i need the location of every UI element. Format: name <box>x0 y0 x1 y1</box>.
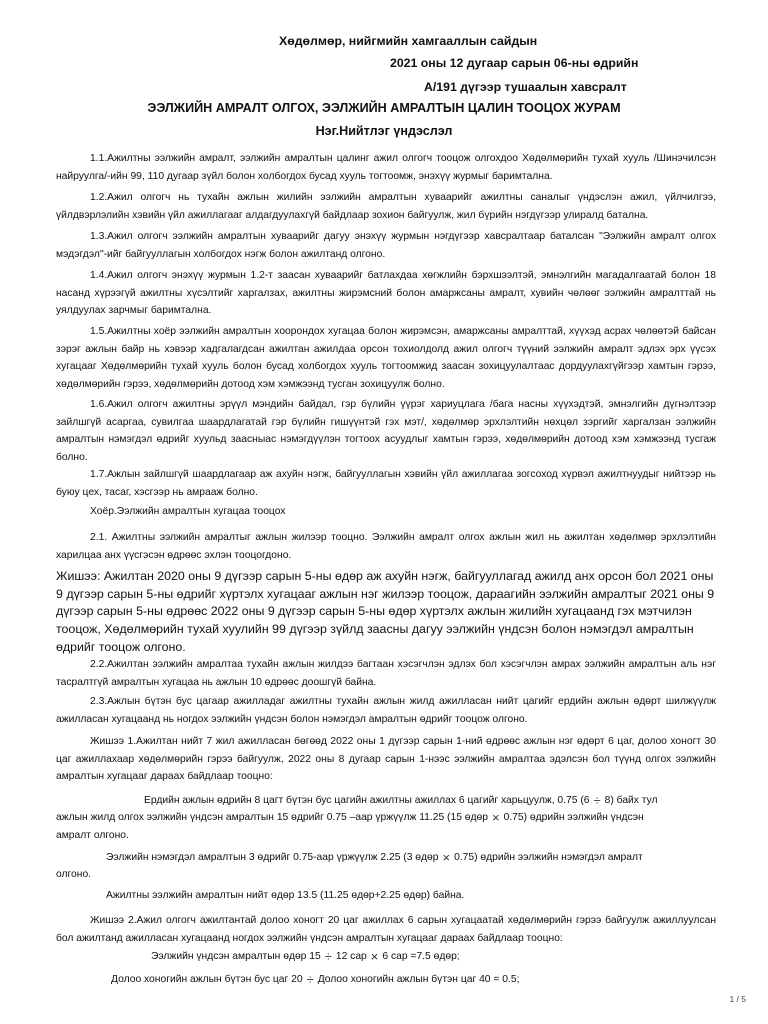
paragraph-2-2: 2.2.Ажилтан ээлжийн амралтаа тухайн ажлын жилдээ багтаан хэсэгчлэн эдлэх бол хэсэгчлэн амрах ээлжийн амралтын аль нэг тасралтгүй амралтын хугацаа нь ажлын 10 өдрөөс доошгүй байна. <box>56 659 716 688</box>
multiply-icon: × <box>442 850 451 865</box>
example-1-calc-line-2 <box>56 812 644 823</box>
paragraph-2-3: 2.3.Ажлын бүтэн бус цагаар ажилладаг ажилтны тухайн ажлын жилд ажилласан нийт цагийг ердийн ажлын өдөрт шилжүүлж ажилласан хугацаанд нь ногдох ээлжийн үндсэн болон нэмэгдэл амралтын өдрийг тооцож олгоно. <box>56 696 716 725</box>
example-2-formula-1-text-b: 12 сар <box>335 951 367 962</box>
example-1-addition-line-1 <box>106 852 643 863</box>
multiply-icon: × <box>492 810 500 825</box>
example-2-formula-2 <box>111 974 519 985</box>
paragraph-1-5: 1.5.Ажилтны хоёр ээлжийн амралтын хоорондох хугацаа болон жирэмсэн, амаржсаны амралттай, хүүхэд асрах чөлөөтэй байсан зэрэг ажлын байр нь хэвээр хадгалагдсан ажилтан ажилдаа орсон тохиолдолд ажил олгогч түүний ээлжийн амралт эдлэх эрх үүсэх хугацааг Хөдөлмөрийн тухай хууль болон бусад холбогдох хууль тогтоомжид заасан зохицуулалтаас дордуулахгүйгээр хамтын гэрээ, хөдөлмөрийн гэрээ, хөдөлмөрийн дотоод хэм хэмжээнд тусган зохицуулж болно. <box>56 326 716 390</box>
example-2-formula-1-text-c: 6 сар =7.5 өдөр; <box>382 951 460 962</box>
divide-icon: ÷ <box>593 793 601 808</box>
example-2-formula-2-text-a: Долоо хоногийн ажлын бүтэн бус цаг 20 <box>111 974 303 985</box>
paragraph-2-1: 2.1. Ажилтны ээлжийн амралтыг ажлын жилээр тооцно. Ээлжийн амралт олгох ажлын жил нь ажилтан хөдөлмөр эрхлэлтийн харилцаа анх үүсгэсэн өдрөөс эхлэн тооцогдоно. <box>56 532 716 561</box>
header-order-line: А/191 дүгээр тушаалын хавсралт <box>424 80 627 94</box>
header-ministry-line: Хөдөлмөр, нийгмийн хамгааллын сайдын <box>279 34 538 48</box>
example-1-calc-line-3: амралт олгоно. <box>56 830 129 841</box>
section-heading-2: Хоёр.Ээлжийн амралтын хугацаа тооцох <box>90 506 286 517</box>
paragraph-1-3: 1.3.Ажил олгогч ээлжийн амралтын хуваарийг дагуу энэхүү журмын нэгдүгээр хавсралтаар баталсан "Ээлжийн амралт олгох мэдэгдэл"-ийг байгууллагын холбогдох нэгж болон ажилтанд олгоно. <box>56 231 716 260</box>
example-2-formula-1-text-a: Ээлжийн үндсэн амралтын өдөр 15 <box>151 951 321 962</box>
example-1-total: Ажилтны ээлжийн амралтын нийт өдөр 13.5 (11.25 өдөр+2.25 өдөр) байна. <box>106 890 465 901</box>
example-2-formula-1 <box>151 951 460 962</box>
page-number: 1 / 5 <box>729 994 746 1004</box>
divide-icon: ÷ <box>306 972 314 987</box>
paragraph-1-6: 1.6.Ажил олгогч ажилтны эрүүл мэндийн байдал, гэр бүлийн үүрэг хариуцлага /бага насны хүүхэдтэй, эмнэлгийн дүгнэлтээр зайлшгүй асаргаа, сувилгаа шаардлагатай гэр бүлийн гишүүнтэй гэх мэт/, хөдөлмөр эрхлэлтийн нөхцөл зэргийг харгалзан ээлжийн амралтын нэмэгдэл өдрийг хуульд заасныас нэмэгдүүлэн тогтоох асуудлыг хамтын гэрээ, хөдөлмөрийн дотоод хэм хэмжээнд тусгаж болно. <box>56 399 716 463</box>
paragraph-1-7: 1.7.Ажлын зайлшгүй шаардлагаар аж ахуйн нэгж, байгууллагын хэвийн үйл ажиллагаа зогсоход хүрвэл ажилтнуудыг нийтээр нь буюу цех, тасаг, хэсгээр нь амрааж болно. <box>56 469 716 498</box>
example-1-calc-text-d: 0.75) өдрийн ээлжийн үндсэн <box>503 812 644 823</box>
example-1-addition-text-a: Ээлжийн нэмэгдэл амралтын 3 өдрийг 0.75-аар үржүүлж 2.25 (3 өдөр <box>106 852 439 863</box>
divide-icon: ÷ <box>324 949 332 964</box>
example-1-intro: Жишээ 1.Ажилтан нийт 7 жил ажилласан бөгөөд 2022 оны 1 дүгээр сарын 1-ний өдрөөс ажлын нэг өдөрт 6 цаг, долоо хоногт 30 цаг ажиллахаар хөдөлмөрийн гэрээ байгуулж, 2022 оны 8 дугаар сарын 1-нээс ээлжийн амралтаа эдэлсэн бол түүнд олгох ээлжийн амралтын хугацааг дараах байдлаар тооцно: <box>56 736 716 783</box>
example-1-calc-line-1 <box>144 795 658 806</box>
example-1-calc-text-a: Ердийн ажлын өдрийн 8 цагт бүтэн бус цагийн ажилтны ажиллах 6 цагийг харьцуулж, 0.75 (6 <box>144 795 590 806</box>
example-1-calc-text-c: ажлын жилд олгох ээлжийн үндсэн амралтын 15 өдрийг 0.75 –аар үржүүлж 11.25 (15 өдөр <box>56 812 488 823</box>
document-title: ЭЭЛЖИЙН АМРАЛТ ОЛГОХ, ЭЭЛЖИЙН АМРАЛТЫН ЦАЛИН ТООЦОХ ЖУРАМ <box>147 101 621 115</box>
example-1-calc-text-b: 8) байх тул <box>604 795 658 806</box>
paragraph-1-2: 1.2.Ажил олгогч нь тухайн ажлын жилийн ээлжийн амралтын хуваарийг ажилтны саналыг үндэслэн ажил, үйлчилгээ, үйлдвэрлэлийн хэвийн үйл ажиллагааг алдагдуулахгүй байдлаар зохион байгуулж, жил бүрийн нэгдүгээр улиралд батална. <box>56 192 716 221</box>
example-1-addition-line-2: олгоно. <box>56 869 92 880</box>
paragraph-1-1: 1.1.Ажилтны ээлжийн амралт, ээлжийн амралтын цалинг ажил олгогч тооцож олгохдоо Хөдөлмөрийн тухай хууль /Шинэчилсэн найруулга/-ийн 99, 110 дугаар зүйл болон холбогдох бусад хууль тогтоомж, энэхүү журмыг баримтална. <box>56 153 716 182</box>
example-2-intro: Жишээ 2.Ажил олгогч ажилтантай долоо хоногт 20 цаг ажиллах 6 сарын хугацаатай хөдөлмөрийн гэрээ байгуулж ажиллуулсан бол ажилтанд ажилласан хугацаанд ногдох ээлжийн үндсэн амралтын хугацааг дараах байдлаар тооцно: <box>56 915 716 944</box>
example-1-addition-text-b: 0.75) өдрийн ээлжийн нэмэгдэл амралт <box>454 852 643 863</box>
example-2-formula-2-text-b: Долоо хоногийн ажлын бүтэн цаг 40 = 0.5; <box>317 974 520 985</box>
example-large: Жишээ: Ажилтан 2020 оны 9 дүгээр сарын 5-ны өдөр аж ахуйн нэгж, байгууллагад ажилд анх орсон бол 2021 оны 9 дүгээр сарын 5-ны өдрийг хүртэлх хугацааг ажлын нэг жилээр тооцож, дараагийн ээлжийн амралтыг 2021 оны 9 дүгээр сарын 5-ны өдрөөс 2022 оны 9 дүгээр сарын 5-ны өдөр хүртэлх ажлын жилийн хугацаанд гэх мэтчилэн тооцож, Хөдөлмөрийн тухай хуулийн 99 дүгээр зүйлд заасны дагуу ээлжийн үндсэн болон нэмэгдэл амралтын өдрийг тооцож олгоно. <box>56 569 715 654</box>
multiply-icon: × <box>370 949 379 964</box>
header-date-line: 2021 оны 12 дугаар сарын 06-ны өдрийн <box>390 56 639 70</box>
paragraph-1-4: 1.4.Ажил олгогч энэхүү журмын 1.2-т заасан хуваарийг батлахдаа хөгжлийн бэрхшээлтэй, эмнэлгийн магадалгаатай болон 18 насанд хүрээгүй ажилтны хүсэлтийг харгалзах, ажилтны жирэмсний болон амаржсаны амралт, хувийн чөлөөг ээлжийн амралттай нь уялдуулах зарчмыг баримтална. <box>56 270 716 317</box>
section-heading-1: Нэг.Нийтлэг үндэслэл <box>315 124 453 138</box>
